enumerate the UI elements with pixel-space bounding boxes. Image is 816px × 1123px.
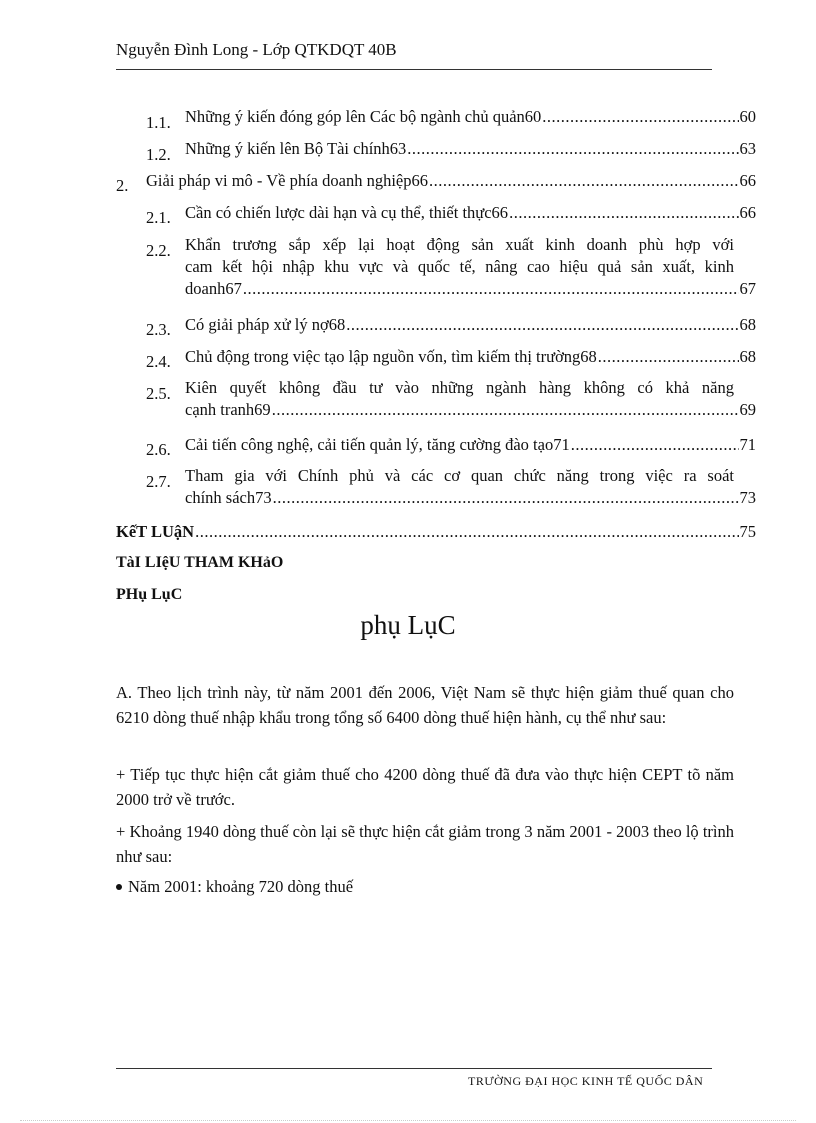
toc-entry[interactable]: Những ý kiến đóng góp lên Các bộ ngành chủ quản60 ..... 60 (185, 106, 756, 128)
toc-entry[interactable]: Kiên quyết không đầu tư vào những ngành hàng không có khả năng cạnh tranh69 ..... 69 (185, 377, 756, 421)
appendix-title: phụ LụC (360, 610, 456, 640)
toc-entry[interactable]: Cải tiến công nghệ, cải tiến quản lý, tăng cường đào tạo71 ..... 71 (185, 434, 756, 456)
toc-entry[interactable]: Tham gia với Chính phủ và các cơ quan chức năng trong việc ra soát chính sách73 ..... 73 (185, 465, 756, 509)
toc-entry[interactable]: Những ý kiến lên Bộ Tài chính63 ..... 63 (185, 138, 756, 160)
references-heading: TàI LIệU THAM KHảO (116, 554, 284, 571)
toc-entry[interactable]: Chủ động trong việc tạo lập nguồn vốn, tìm kiếm thị trường68 ..... 68 (185, 346, 756, 368)
header-divider (116, 69, 712, 70)
page-header: Nguyễn Đình Long - Lớp QTKDQT 40B (116, 40, 397, 59)
appendix-heading: PHụ LụC (116, 586, 183, 603)
paragraph-plus-1: + Tiếp tục thực hiện cắt giảm thuế cho 4200 dòng thuế đã đưa vào thực hiện CEPT tõ năm 2000 trở về trước. (116, 765, 734, 809)
toc-entry[interactable]: Khẩn trương sắp xếp lại hoạt động sản xuất kinh doanh phù hợp với cam kết hội nhập khu vực và quốc tế, nâng cao hiệu quả sản xuất, kinh doanh67 ..... 67 (185, 234, 756, 300)
toc-entry[interactable]: Giải pháp vi mô - Về phía doanh nghiệp66 ..... 66 (146, 170, 756, 192)
bullet-item (116, 874, 734, 899)
toc-entry[interactable]: Có giải pháp xử lý nợ68 ..... 68 (185, 314, 756, 336)
toc-number: 2.7. (146, 472, 171, 491)
paragraph-plus-2: + Khoảng 1940 dòng thuế còn lại sẽ thực hiện cắt giảm trong 3 năm 2001 - 2003 theo lộ trình như sau: (116, 822, 734, 866)
toc-number: 2. (116, 176, 129, 195)
toc-number: 2.4. (146, 352, 171, 371)
toc-number: 2.6. (146, 440, 171, 459)
toc-number: 1.2. (146, 145, 171, 164)
toc-number: 2.1. (146, 208, 171, 227)
toc-number: 1.1. (146, 113, 171, 132)
paragraph-a: A. Theo lịch trình này, từ năm 2001 đến 2006, Việt Nam sẽ thực hiện giảm thuế quan cho 6210 dòng thuế nhập khẩu trong tổng số 6400 dòng thuế hiện hành, cụ thể như sau: (116, 683, 734, 727)
toc-entry-conclusion[interactable]: KếT LUậN ..... 75 (116, 521, 756, 543)
toc-number: 2.5. (146, 384, 171, 403)
bullet-text: Năm 2001: khoảng 720 dòng thuế (128, 877, 354, 896)
bullet-icon (116, 884, 122, 890)
page-footer: TRƯỜNG ĐẠI HỌC KINH TẾ QUỐC DÂN (468, 1074, 704, 1088)
page-edge (20, 1120, 796, 1121)
toc-entry[interactable]: Cần có chiến lược dài hạn và cụ thể, thiết thực66 ..... 66 (185, 202, 756, 224)
toc-number: 2.2. (146, 241, 171, 260)
footer-divider (116, 1068, 712, 1069)
toc-number: 2.3. (146, 320, 171, 339)
